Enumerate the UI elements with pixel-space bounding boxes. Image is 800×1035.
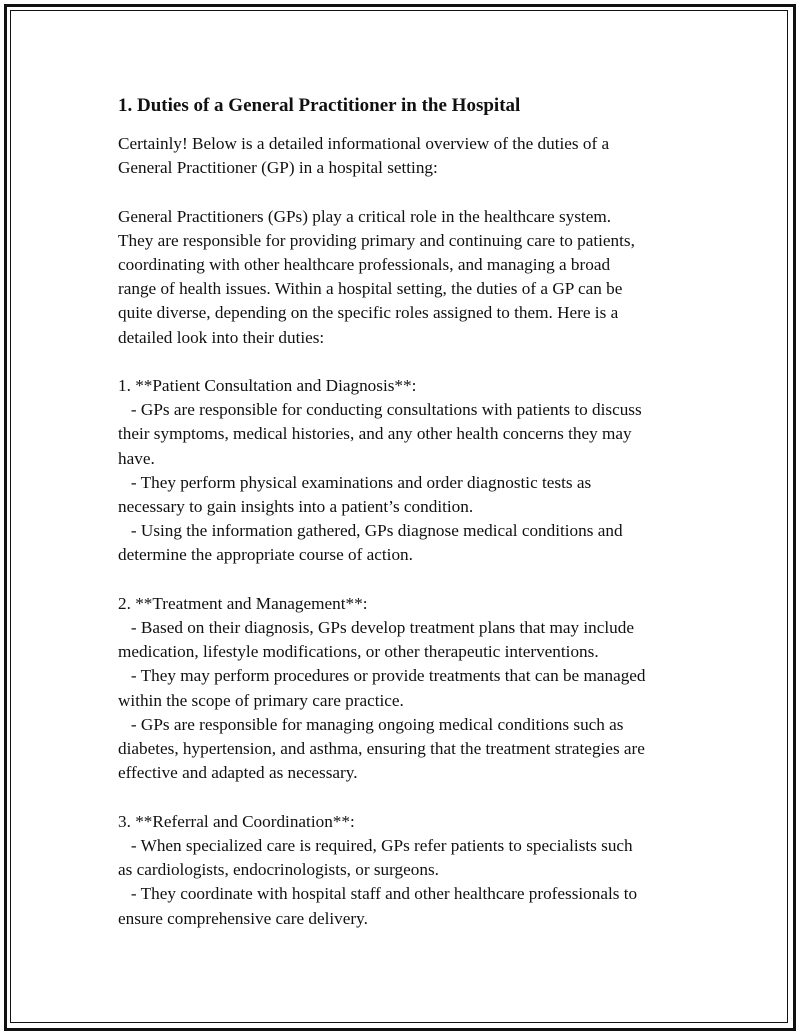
text-line: - Using the information gathered, GPs diagnose medical conditions and <box>118 521 623 541</box>
text-line: as cardiologists, endocrinologists, or surgeons. <box>118 860 439 880</box>
text-line: diabetes, hypertension, and asthma, ensuring that the treatment strategies are <box>118 739 645 759</box>
text-line: - They coordinate with hospital staff and other healthcare professionals to <box>118 884 638 904</box>
text-line: quite diverse, depending on the specific roles assigned to them. Here is a <box>118 303 619 323</box>
text-line: - GPs are responsible for conducting consultations with patients to discuss <box>118 400 642 420</box>
text-line: Certainly! Below is a detailed informational overview of the duties of a <box>118 134 610 153</box>
text-line: ensure comprehensive care delivery. <box>118 908 368 928</box>
text-line: - Based on their diagnosis, GPs develop treatment plans that may include <box>118 618 634 638</box>
text-line: necessary to gain insights into a patient’s condition. <box>118 497 474 517</box>
text-line: 2. **Treatment and Management**: <box>118 593 368 613</box>
text-line: General Practitioner (GP) in a hospital setting: <box>118 158 438 178</box>
text-line: - GPs are responsible for managing ongoing medical conditions such as <box>118 714 624 734</box>
text-line: within the scope of primary care practice. <box>118 690 404 710</box>
blank-line <box>118 350 698 374</box>
blank-line <box>118 568 698 592</box>
text-line: 1. **Patient Consultation and Diagnosis**: <box>118 376 417 396</box>
text-line: determine the appropriate course of action. <box>118 545 413 565</box>
text-line: - They may perform procedures or provide treatments that can be managed <box>118 666 646 686</box>
document-text <box>118 132 698 931</box>
text-line: their symptoms, medical histories, and any other health concerns they may <box>118 424 632 444</box>
text-line: General Practitioners (GPs) play a critical role in the healthcare system. <box>118 206 611 226</box>
blank-line <box>118 180 698 204</box>
text-line: have. <box>118 448 155 468</box>
text-line: - When specialized care is required, GPs refer patients to specialists such <box>118 835 633 855</box>
text-line: coordinating with other healthcare professionals, and managing a broad <box>118 255 611 275</box>
text-line: They are responsible for providing primary and continuing care to patients, <box>118 230 635 250</box>
text-line: - They perform physical examinations and order diagnostic tests as <box>118 472 592 492</box>
text-line: effective and adapted as necessary. <box>118 763 358 783</box>
text-line: medication, lifestyle modifications, or other therapeutic interventions. <box>118 642 599 662</box>
blank-line <box>118 785 698 809</box>
text-line: range of health issues. Within a hospital setting, the duties of a GP can be <box>118 279 623 299</box>
text-line: 3. **Referral and Coordination**: <box>118 811 355 831</box>
document-body <box>118 92 698 931</box>
document-title: 1. Duties of a General Practitioner in the Hospital <box>118 95 521 116</box>
text-line: detailed look into their duties: <box>118 327 325 347</box>
